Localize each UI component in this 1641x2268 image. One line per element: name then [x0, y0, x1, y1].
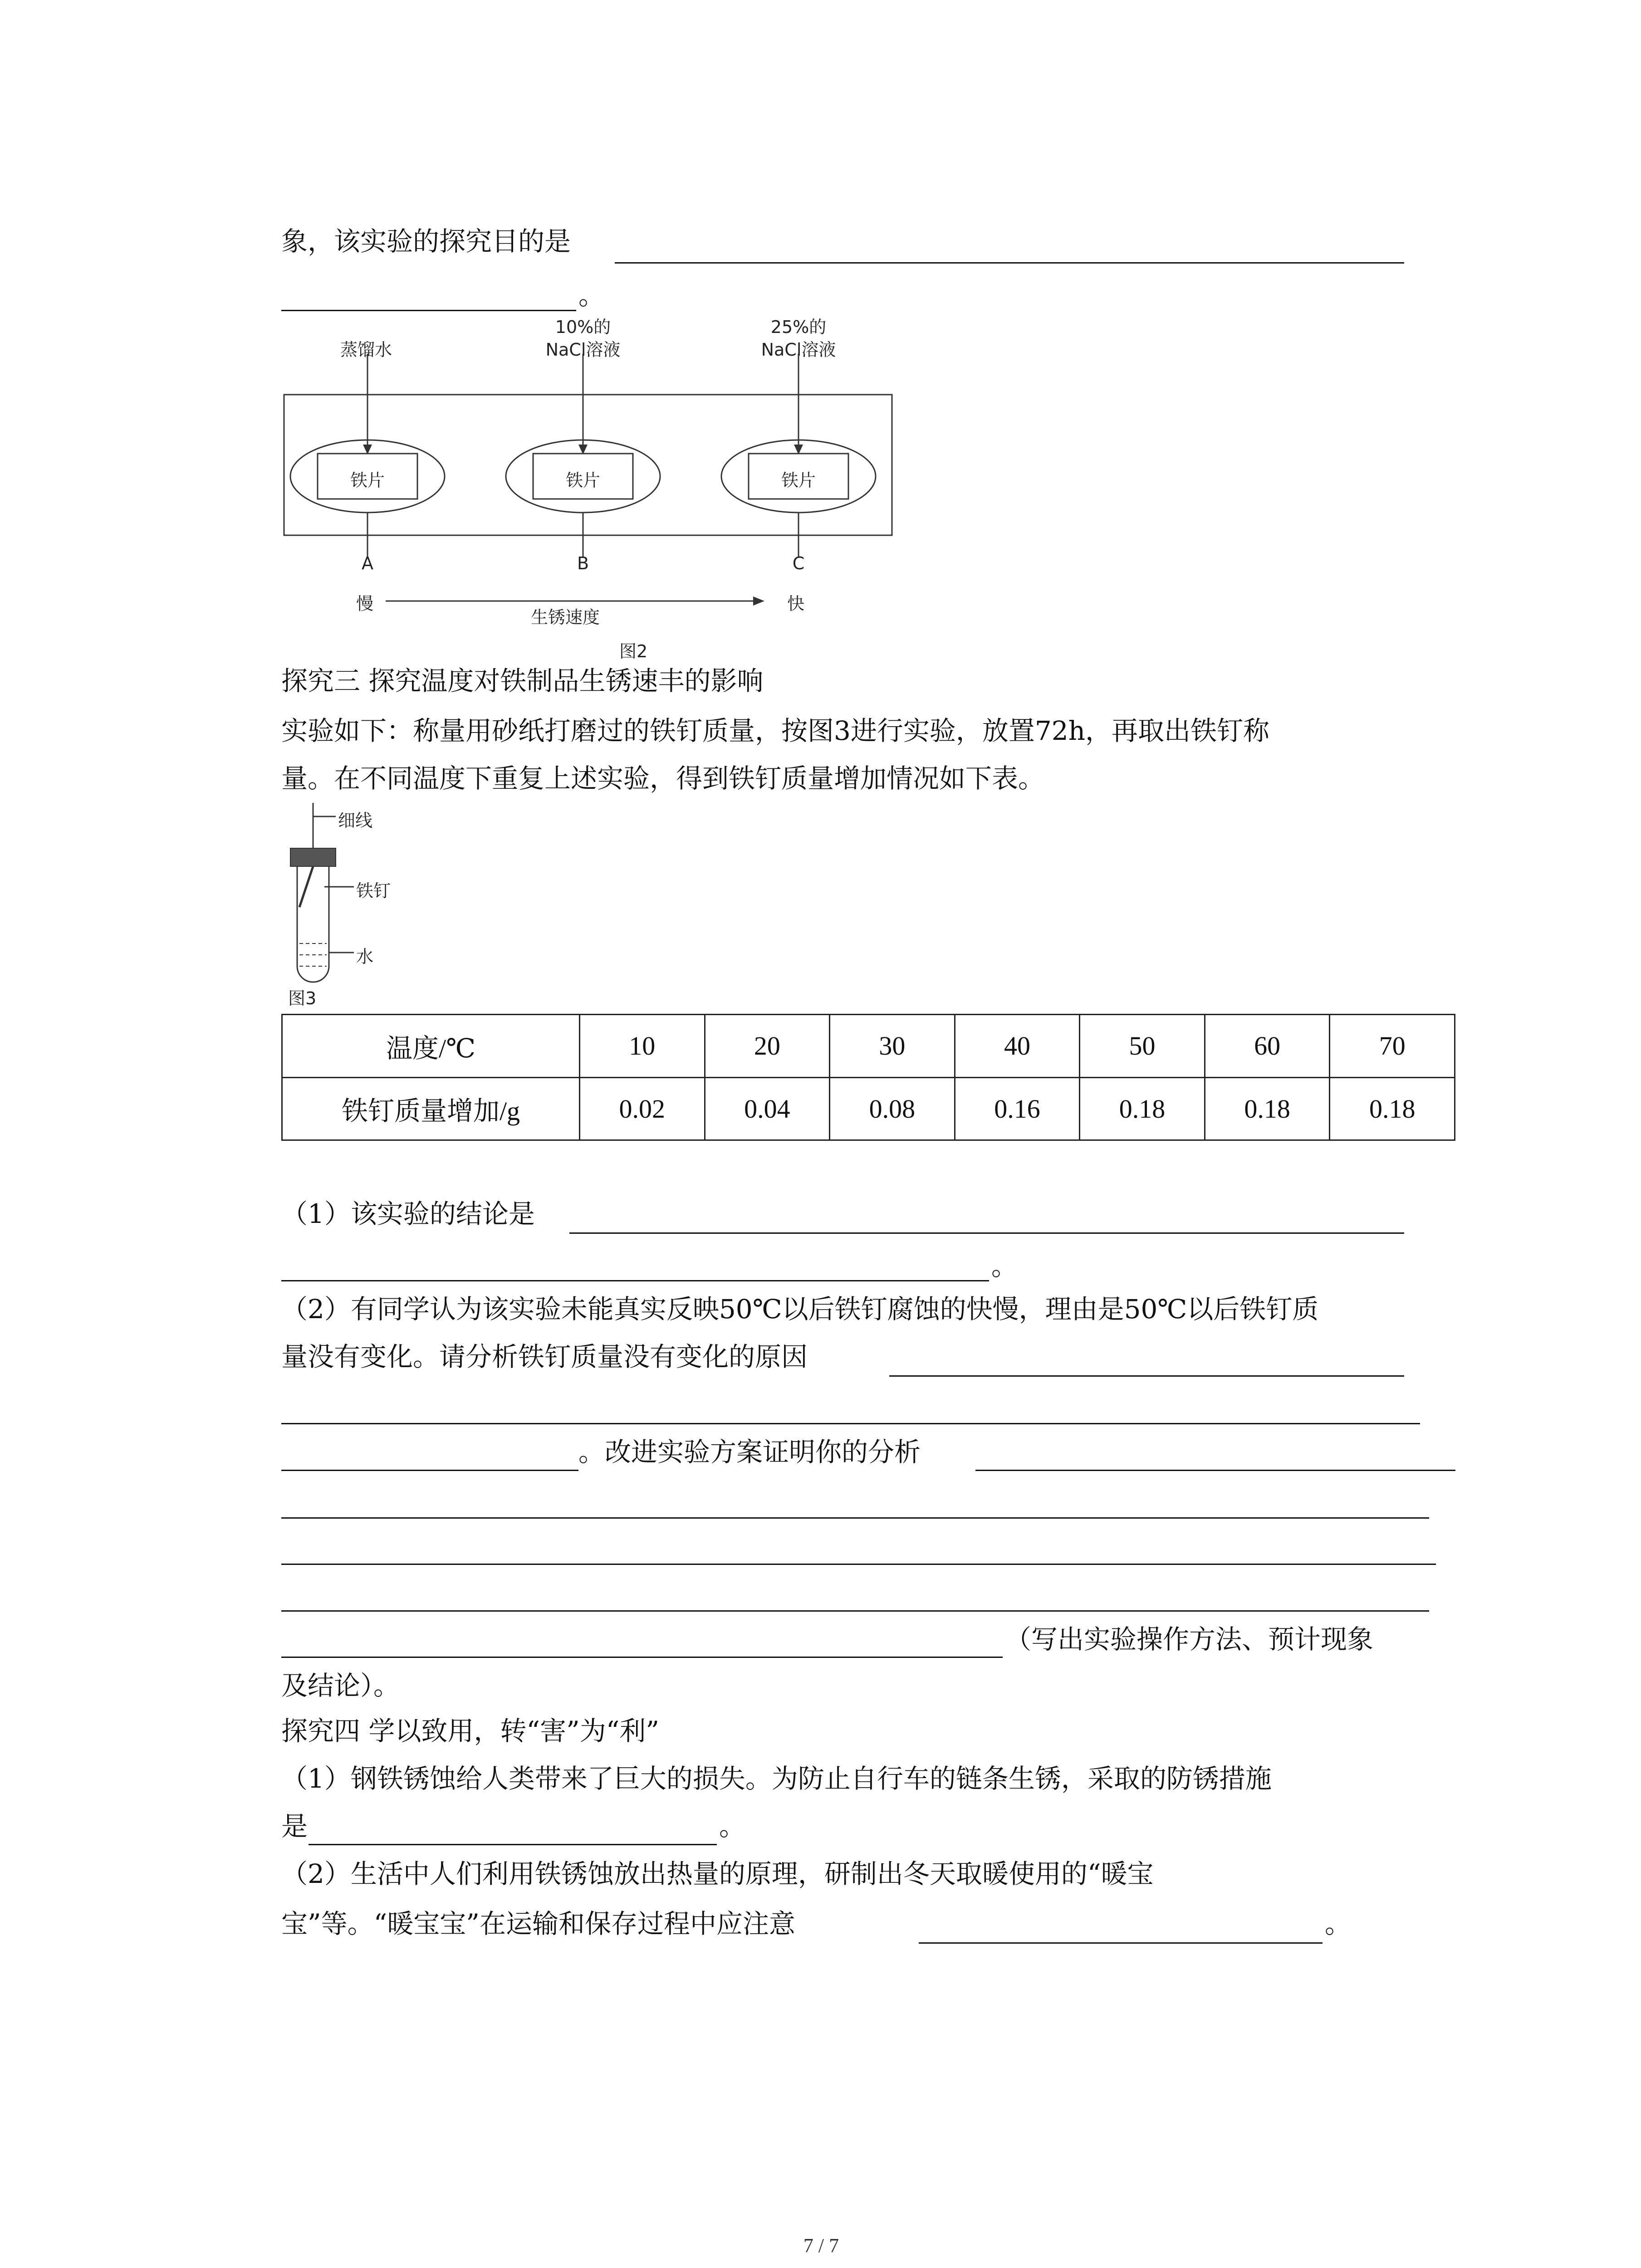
table-row-mass	[282, 1077, 1455, 1140]
plate-label-b: 铁片	[565, 470, 600, 490]
period-text: 。	[1325, 1908, 1352, 1939]
period-text: 。	[578, 280, 605, 311]
answer-blank[interactable]	[919, 1942, 1323, 1944]
table-cell: 70	[1330, 1015, 1455, 1078]
plate-label-a: 铁片	[350, 470, 385, 490]
letter-c: C	[792, 553, 805, 573]
section-4-q1-line-2: 是	[281, 1811, 308, 1842]
answer-blank[interactable]	[281, 1610, 1429, 1612]
table-header-cell: 温度/℃	[282, 1015, 580, 1078]
label-slow: 慢	[356, 594, 374, 614]
table-cell: 0.02	[580, 1077, 705, 1140]
answer-blank[interactable]	[569, 1232, 1404, 1234]
section-4-q2-line-1: （2）生活中人们利用铁锈蚀放出热量的原理，研制出冬天取暖使用的“暖宝	[281, 1858, 1154, 1889]
figure-2	[281, 313, 903, 662]
section-4-title: 探究四 学以致用，转“害”为“利”	[281, 1716, 660, 1746]
label-nacl-25: NaCl溶液	[761, 340, 836, 360]
table-cell: 0.18	[1205, 1077, 1330, 1140]
period-text: 。	[991, 1251, 1018, 1281]
figure-2-caption: 图2	[619, 641, 648, 661]
question-2-improve-text: 。改进实验方案证明你的分析	[578, 1437, 921, 1467]
answer-blank[interactable]	[281, 1657, 1003, 1658]
section-4-q1-line-1: （1）钢铁锈蚀给人类带来了巨大的损失。为防止自行车的链条生锈，采取的防锈措施	[281, 1763, 1272, 1794]
table-cell: 30	[830, 1015, 955, 1078]
figure-3	[281, 803, 445, 1012]
table-cell: 0.08	[830, 1077, 955, 1140]
question-2-tail-text: （写出实验操作方法、预计现象	[1005, 1624, 1374, 1655]
letter-b: B	[577, 553, 589, 573]
label-string: 细线	[338, 811, 373, 831]
label-water: 水	[356, 947, 374, 967]
temperature-mass-table	[281, 1014, 1455, 1141]
table-cell: 50	[1080, 1015, 1205, 1078]
table-cell: 0.04	[705, 1077, 830, 1140]
question-2-line-1: （2）有同学认为该实验未能真实反映50℃以后铁钉腐蚀的快慢，理由是50℃以后铁钉质	[281, 1294, 1319, 1325]
table-cell: 40	[955, 1015, 1080, 1078]
table-row-temperature	[282, 1015, 1455, 1078]
period-text: 。	[719, 1811, 746, 1842]
table-cell: 20	[705, 1015, 830, 1078]
section-4-q2-line-2: 宝”等。“暖宝宝”在运输和保存过程中应注意	[281, 1908, 795, 1939]
label-10-percent: 10%的	[555, 317, 611, 337]
question-intro-text: 象，该实验的探究目的是	[281, 226, 571, 257]
answer-blank[interactable]	[615, 262, 1404, 264]
question-2-tail-text-2: 及结论）。	[281, 1670, 400, 1701]
question-1-text: （1）该实验的结论是	[281, 1198, 535, 1229]
label-distilled-water: 蒸馏水	[340, 340, 392, 360]
answer-blank[interactable]	[281, 1470, 578, 1471]
table-cell: 0.18	[1330, 1077, 1455, 1140]
table-cell: 0.18	[1080, 1077, 1205, 1140]
figure-3-test-tube	[281, 803, 445, 1012]
letter-a: A	[362, 553, 373, 573]
answer-blank[interactable]	[281, 1517, 1429, 1519]
table-cell: 10	[580, 1015, 705, 1078]
section-3-title: 探究三 探究温度对铁制品生锈速丰的影响	[281, 665, 764, 696]
question-2-line-2: 量没有变化。请分析铁钉质量没有变化的原因	[281, 1341, 808, 1372]
answer-blank[interactable]	[889, 1375, 1404, 1377]
label-rust-speed: 生锈速度	[531, 607, 600, 627]
answer-blank[interactable]	[281, 1564, 1436, 1565]
table-header-cell: 铁钉质量增加/g	[282, 1077, 580, 1140]
label-fast: 快	[787, 594, 805, 614]
figure-3-caption: 图3	[288, 988, 317, 1008]
section-3-paragraph-2: 量。在不同温度下重复上述实验，得到铁钉质量增加情况如下表。	[281, 763, 1045, 794]
answer-blank[interactable]	[975, 1470, 1455, 1471]
plate-label-c: 铁片	[781, 470, 816, 490]
label-25-percent: 25%的	[770, 317, 827, 337]
answer-blank[interactable]	[281, 1423, 1420, 1424]
table-cell: 60	[1205, 1015, 1330, 1078]
label-nacl-10: NaCl溶液	[545, 340, 621, 360]
label-nail: 铁钉	[356, 881, 391, 901]
answer-blank[interactable]	[281, 1280, 989, 1281]
page-number: 7 / 7	[803, 2234, 839, 2257]
answer-blank[interactable]	[281, 310, 576, 311]
table-cell: 0.16	[955, 1077, 1080, 1140]
answer-blank[interactable]	[309, 1844, 717, 1845]
section-3-paragraph-1: 实验如下：称量用砂纸打磨过的铁钉质量，按图3进行实验，放置72h，再取出铁钉称	[281, 715, 1270, 746]
